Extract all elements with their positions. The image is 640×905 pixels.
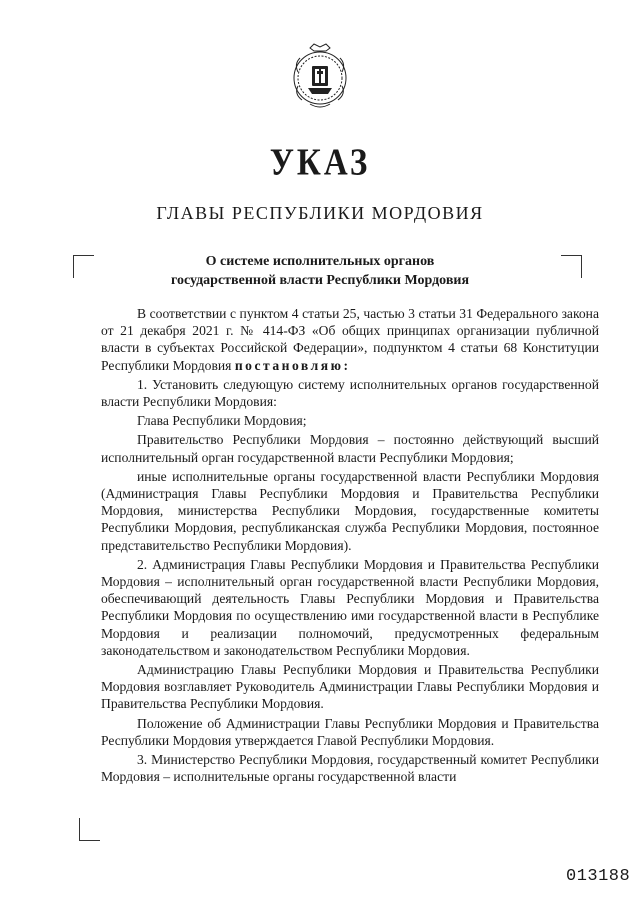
document-heading bbox=[0, 252, 640, 290]
decree-subtitle: ГЛАВЫ РЕСПУБЛИКИ МОРДОВИЯ bbox=[156, 203, 484, 223]
item-2-regulation-paragraph: Положение об Администрации Главы Республики Мордовия и Правительства Республики Мордовия утверждается Главой Республики Мордовия. bbox=[101, 715, 599, 748]
item-1-other-paragraph: иные исполнительные органы государственной власти Республики Мордовия (Администрация Главы Республики Мордовия и Правительства Республики Мордовия, министерства Республики Мордовия, государственные комитеты Республики Мордовия, республиканская служба Республики Мордовия, постоянное представительство Республики Мордовия). bbox=[101, 468, 599, 553]
intro-paragraph bbox=[101, 305, 599, 374]
item-3-paragraph: 3. Министерство Республики Мордовия, государственный комитет Республики Мордовия – исполнительные органы государственной власти bbox=[101, 752, 599, 785]
item-1-head-paragraph: Глава Республики Мордовия; bbox=[137, 413, 307, 429]
intro-keyword: постановляю: bbox=[234, 357, 351, 373]
item-2-paragraph: 2. Администрация Главы Республики Мордовия и Правительства Республики Мордовия – исполнительный орган государственной власти Республики Мордовия, обеспечивающий деятельность Главы Республики Мордовия и Правительства Республики Мордовия по осуществлению ими государственной власти в Республике Мордовия и реализации полномочий, предусмотренных федеральным законодательством и законодательством Республики Мордовия. bbox=[101, 556, 599, 658]
heading-line-1: О системе исполнительных органов bbox=[205, 254, 435, 269]
serial-number: 013188 bbox=[566, 867, 631, 886]
corner-mark-bottom-left bbox=[79, 818, 100, 841]
item-1-government-paragraph: Правительство Республики Мордовия – постоянно действующий высший исполнительный орган государственной власти Республики Мордовия; bbox=[101, 432, 599, 465]
intro-text: В соответствии с пунктом 4 статьи 25, частью 3 статьи 31 Федерального закона от 21 декабря 2021 г. № 414-ФЗ «Об общих принципах организации публичной власти в субъектах Российской Федерации», подпунктом 4 статьи 68 Конституции Республики Мордовия bbox=[101, 306, 599, 373]
coat-of-arms-emblem-icon bbox=[288, 42, 352, 112]
item-2-leader-paragraph: Администрацию Главы Республики Мордовия и Правительства Республики Мордовия возглавляет Руководитель Администрации Главы Республики Мордовия и Правительства Республики Мордовия. bbox=[101, 662, 599, 712]
heading-line-2: государственной власти Республики Мордовия bbox=[170, 273, 470, 288]
document-body bbox=[101, 305, 599, 787]
decree-title: УКАЗ bbox=[269, 142, 371, 184]
item-1-paragraph: 1. Установить следующую систему исполнительных органов государственной власти Республики Мордовия: bbox=[101, 376, 599, 410]
